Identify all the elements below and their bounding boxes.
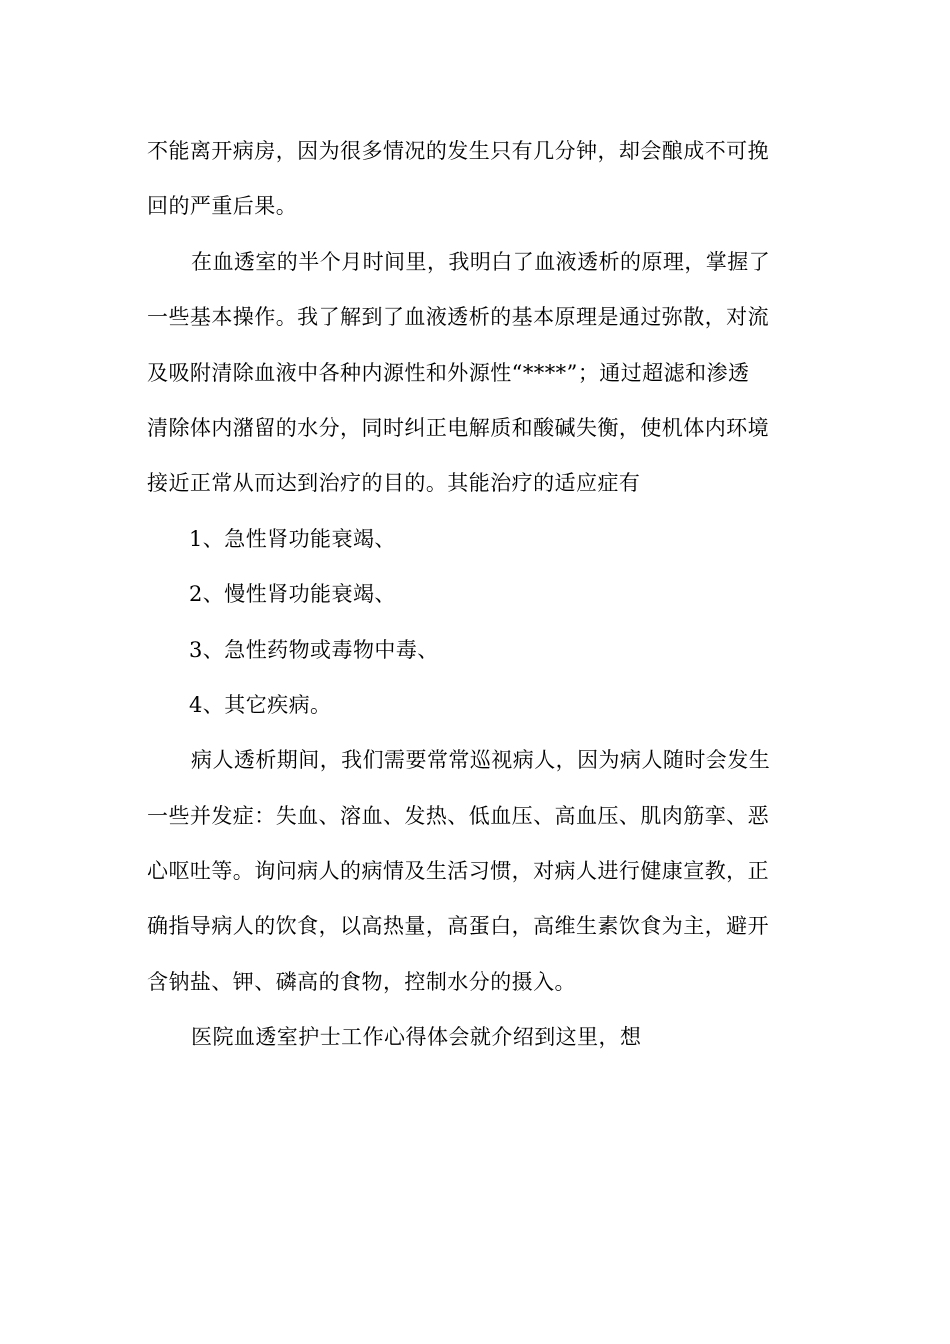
text-line: 在血透室的半个月时间里，我明白了血液透析的原理，掌握了 bbox=[191, 249, 771, 274]
indications-list bbox=[147, 512, 817, 734]
text-line: 回的严重后果。 bbox=[147, 194, 298, 219]
paragraph-dialysis-principle bbox=[147, 235, 817, 512]
text-line: 一些并发症：失血、溶血、发热、低血压、高血压、肌肉筋挛、恶 bbox=[147, 803, 770, 828]
list-item: 1、急性肾功能衰竭、 bbox=[189, 526, 396, 551]
list-item: 3、急性药物或毒物中毒、 bbox=[189, 637, 439, 662]
document-body bbox=[147, 124, 817, 1066]
paragraph-closing bbox=[147, 1010, 817, 1065]
paragraph-patient-care bbox=[147, 733, 817, 1010]
text-line: 不能离开病房，因为很多情况的发生只有几分钟，却会酿成不可挽 bbox=[147, 139, 770, 163]
text-line: 及吸附清除血液中各种内源性和外源性“****”；通过超滤和渗透 bbox=[147, 360, 750, 385]
list-item: 4、其它疾病。 bbox=[189, 692, 332, 717]
text-line: 病人透析期间，我们需要常常巡视病人，因为病人随时会发生 bbox=[191, 748, 771, 773]
paragraph-continuation bbox=[147, 124, 817, 235]
list-item: 2、慢性肾功能衰竭、 bbox=[189, 582, 396, 607]
text-line: 含钠盐、钾、磷高的食物，控制水分的摄入。 bbox=[147, 969, 576, 994]
text-line: 一些基本操作。我了解到了血液透析的基本原理是通过弥散，对流 bbox=[147, 305, 770, 330]
text-line: 确指导病人的饮食，以高热量，高蛋白，高维生素饮食为主，避开 bbox=[147, 914, 770, 939]
text-line: 接近正常从而达到治疗的目的。其能治疗的适应症有 bbox=[147, 471, 641, 496]
text-line: 心呕吐等。询问病人的病情及生活习惯，对病人进行健康宣教，正 bbox=[147, 859, 770, 884]
text-line: 清除体内潴留的水分，同时纠正电解质和酸碱失衡，使机体内环境 bbox=[147, 415, 770, 440]
text-line: 医院血透室护士工作心得体会就介绍到这里，想 bbox=[191, 1025, 642, 1050]
